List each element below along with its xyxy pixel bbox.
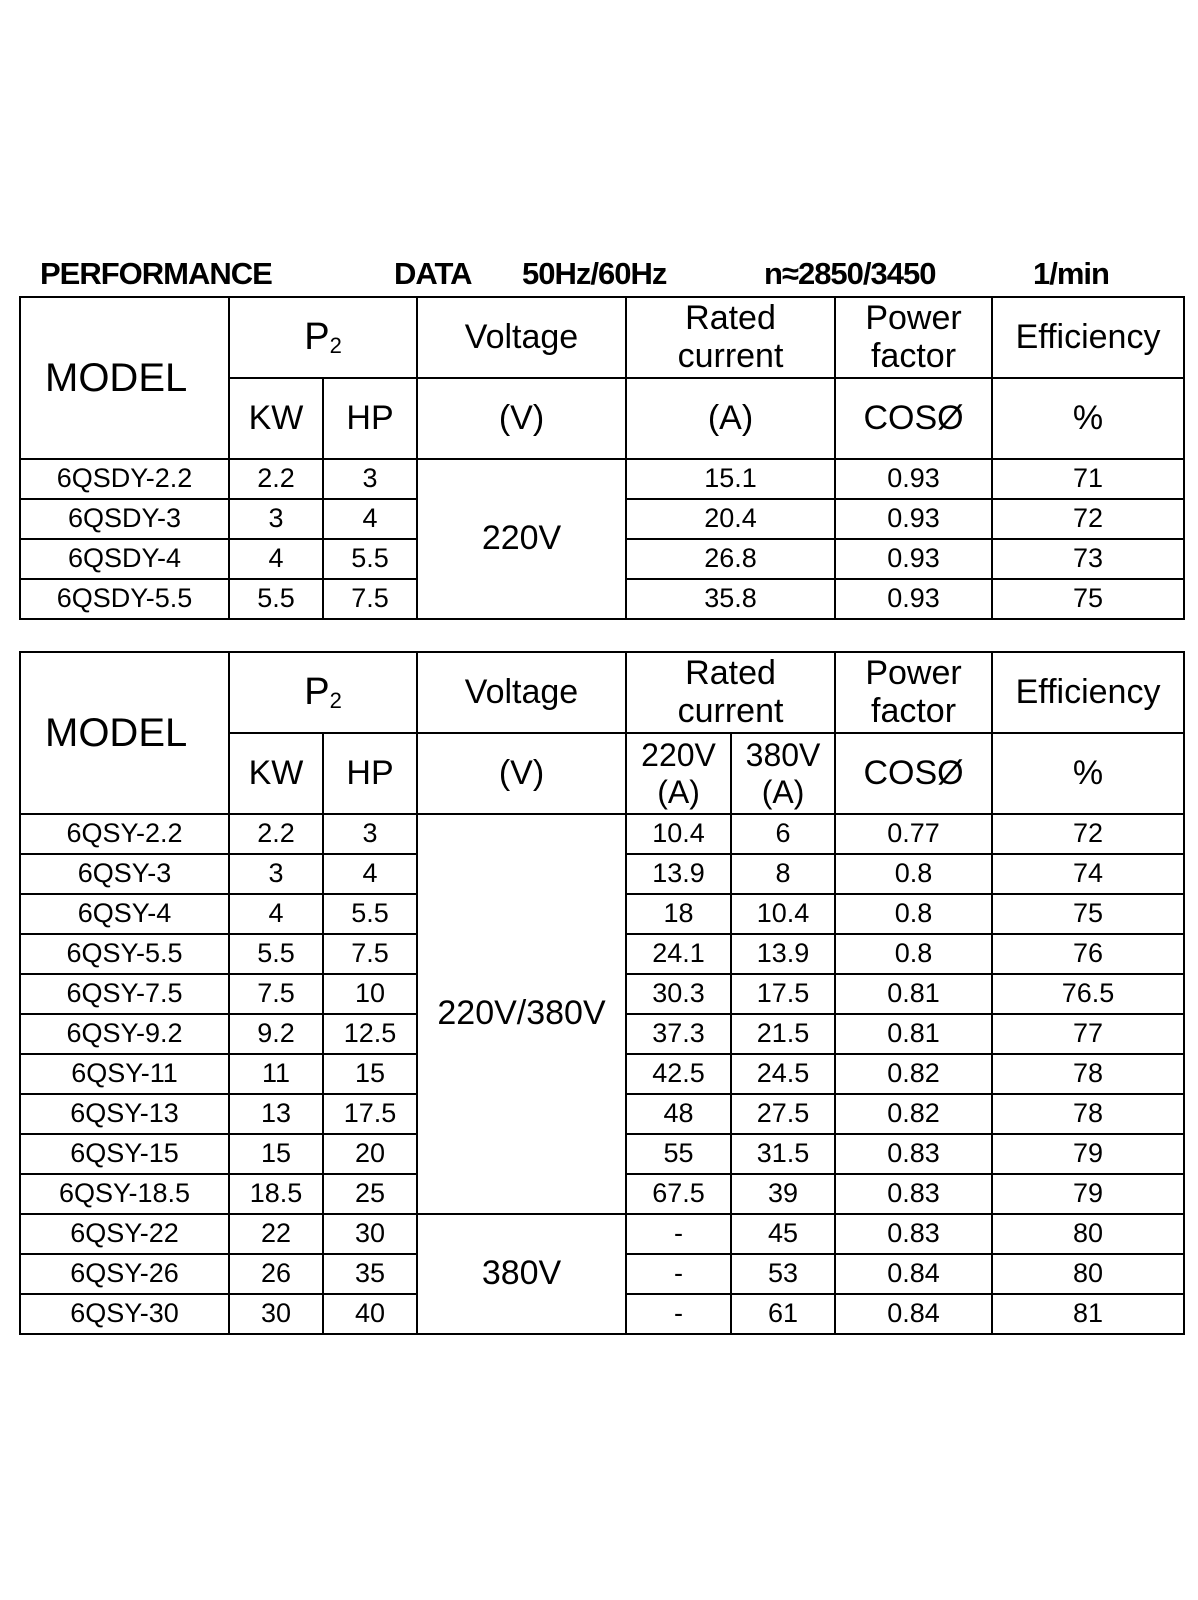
current-220v-cell: 37.3 <box>626 1014 731 1054</box>
header-kw: KW <box>229 733 323 814</box>
hp-cell: 35 <box>323 1254 417 1294</box>
hp-cell: 10 <box>323 974 417 1014</box>
eff-cell: 75 <box>992 894 1184 934</box>
eff-cell: 76 <box>992 934 1184 974</box>
current-220v-cell: 30.3 <box>626 974 731 1014</box>
kw-cell: 7.5 <box>229 974 323 1014</box>
current-cell: 35.8 <box>626 579 835 619</box>
pf-cell: 0.8 <box>835 854 992 894</box>
voltage-cell: 220V/380V <box>417 814 626 1214</box>
header-voltage: Voltage <box>417 652 626 733</box>
kw-cell: 11 <box>229 1054 323 1094</box>
kw-cell: 5.5 <box>229 579 323 619</box>
model-cell: 6QSY-22 <box>20 1214 229 1254</box>
header-model: MODEL <box>20 297 229 459</box>
current-cell: 20.4 <box>626 499 835 539</box>
pf-cell: 0.84 <box>835 1294 992 1334</box>
model-cell: 6QSY-26 <box>20 1254 229 1294</box>
hp-cell: 5.5 <box>323 894 417 934</box>
model-cell: 6QSY-11 <box>20 1054 229 1094</box>
eff-cell: 81 <box>992 1294 1184 1334</box>
current-380v-cell: 8 <box>731 854 835 894</box>
eff-cell: 80 <box>992 1214 1184 1254</box>
pf-cell: 0.82 <box>835 1094 992 1134</box>
current-220v-cell: 48 <box>626 1094 731 1134</box>
eff-cell: 79 <box>992 1134 1184 1174</box>
hp-cell: 20 <box>323 1134 417 1174</box>
pf-cell: 0.83 <box>835 1134 992 1174</box>
header-current-unit: (A) <box>626 378 835 459</box>
current-cell: 26.8 <box>626 539 835 579</box>
header-efficiency: Efficiency <box>992 297 1184 378</box>
header-hp: HP <box>323 378 417 459</box>
hp-cell: 4 <box>323 854 417 894</box>
title-speed: n≈2850/3450 <box>764 256 936 291</box>
model-cell: 6QSDY-2.2 <box>20 459 229 499</box>
header-power-factor: Power factor <box>835 652 992 733</box>
performance-table-single-phase <box>19 296 1185 620</box>
pf-cell: 0.77 <box>835 814 992 854</box>
header-voltage-unit: (V) <box>417 378 626 459</box>
eff-cell: 79 <box>992 1174 1184 1214</box>
pf-cell: 0.82 <box>835 1054 992 1094</box>
current-380v-cell: 53 <box>731 1254 835 1294</box>
performance-table-three-phase <box>19 651 1185 1335</box>
model-cell: 6QSY-3 <box>20 854 229 894</box>
header-power-factor: Power factor <box>835 297 992 378</box>
pf-cell: 0.93 <box>835 499 992 539</box>
header-rated-current: Rated current <box>626 652 835 733</box>
current-220v-cell: 18 <box>626 894 731 934</box>
current-380v-cell: 31.5 <box>731 1134 835 1174</box>
eff-cell: 80 <box>992 1254 1184 1294</box>
header-p2: $P_2$ <box>229 652 417 733</box>
hp-cell: 12.5 <box>323 1014 417 1054</box>
current-220v-cell: 55 <box>626 1134 731 1174</box>
header-percent: % <box>992 378 1184 459</box>
pf-cell: 0.93 <box>835 459 992 499</box>
title-performance: PERFORMANCE <box>40 256 272 291</box>
kw-cell: 2.2 <box>229 459 323 499</box>
model-cell: 6QSDY-5.5 <box>20 579 229 619</box>
hp-cell: 5.5 <box>323 539 417 579</box>
kw-cell: 26 <box>229 1254 323 1294</box>
current-380v-cell: 39 <box>731 1174 835 1214</box>
eff-cell: 73 <box>992 539 1184 579</box>
title-unit: 1/min <box>1033 256 1109 291</box>
kw-cell: 22 <box>229 1214 323 1254</box>
header-cos: COSØ <box>835 733 992 814</box>
title-data: DATA <box>394 256 472 291</box>
current-cell: 15.1 <box>626 459 835 499</box>
current-380v-cell: 61 <box>731 1294 835 1334</box>
header-current-220v: 220V (A) <box>626 733 731 814</box>
kw-cell: 9.2 <box>229 1014 323 1054</box>
current-380v-cell: 27.5 <box>731 1094 835 1134</box>
performance-title <box>0 252 1198 296</box>
model-cell: 6QSY-4 <box>20 894 229 934</box>
eff-cell: 71 <box>992 459 1184 499</box>
pf-cell: 0.93 <box>835 579 992 619</box>
eff-cell: 72 <box>992 814 1184 854</box>
eff-cell: 78 <box>992 1054 1184 1094</box>
hp-cell: 7.5 <box>323 579 417 619</box>
eff-cell: 76.5 <box>992 974 1184 1014</box>
hp-cell: 17.5 <box>323 1094 417 1134</box>
current-380v-cell: 45 <box>731 1214 835 1254</box>
kw-cell: 15 <box>229 1134 323 1174</box>
model-cell: 6QSY-15 <box>20 1134 229 1174</box>
hp-cell: 40 <box>323 1294 417 1334</box>
model-cell: 6QSDY-4 <box>20 539 229 579</box>
eff-cell: 74 <box>992 854 1184 894</box>
current-220v-cell: 67.5 <box>626 1174 731 1214</box>
model-cell: 6QSY-9.2 <box>20 1014 229 1054</box>
current-220v-cell: - <box>626 1254 731 1294</box>
pf-cell: 0.83 <box>835 1214 992 1254</box>
header-current-380v: 380V (A) <box>731 733 835 814</box>
header-model: MODEL <box>20 652 229 814</box>
pf-cell: 0.84 <box>835 1254 992 1294</box>
model-cell: 6QSDY-3 <box>20 499 229 539</box>
current-220v-cell: 42.5 <box>626 1054 731 1094</box>
kw-cell: 2.2 <box>229 814 323 854</box>
eff-cell: 77 <box>992 1014 1184 1054</box>
header-kw: KW <box>229 378 323 459</box>
hp-cell: 30 <box>323 1214 417 1254</box>
eff-cell: 78 <box>992 1094 1184 1134</box>
current-380v-cell: 13.9 <box>731 934 835 974</box>
current-380v-cell: 21.5 <box>731 1014 835 1054</box>
model-cell: 6QSY-5.5 <box>20 934 229 974</box>
kw-cell: 3 <box>229 854 323 894</box>
pf-cell: 0.8 <box>835 894 992 934</box>
table-row <box>20 459 1184 499</box>
voltage-cell: 220V <box>417 459 626 619</box>
kw-cell: 5.5 <box>229 934 323 974</box>
model-cell: 6QSY-30 <box>20 1294 229 1334</box>
current-220v-cell: 10.4 <box>626 814 731 854</box>
current-380v-cell: 10.4 <box>731 894 835 934</box>
current-220v-cell: 13.9 <box>626 854 731 894</box>
model-cell: 6QSY-2.2 <box>20 814 229 854</box>
header-percent: % <box>992 733 1184 814</box>
kw-cell: 3 <box>229 499 323 539</box>
eff-cell: 75 <box>992 579 1184 619</box>
current-380v-cell: 17.5 <box>731 974 835 1014</box>
hp-cell: 15 <box>323 1054 417 1094</box>
header-rated-current: Rated current <box>626 297 835 378</box>
header-voltage: Voltage <box>417 297 626 378</box>
model-cell: 6QSY-13 <box>20 1094 229 1134</box>
current-380v-cell: 6 <box>731 814 835 854</box>
current-220v-cell: - <box>626 1294 731 1334</box>
kw-cell: 13 <box>229 1094 323 1134</box>
title-frequency: 50Hz/60Hz <box>522 256 667 291</box>
voltage-cell: 380V <box>417 1214 626 1334</box>
current-380v-cell: 24.5 <box>731 1054 835 1094</box>
current-220v-cell: 24.1 <box>626 934 731 974</box>
table-row <box>20 814 1184 854</box>
kw-cell: 4 <box>229 539 323 579</box>
hp-cell: 3 <box>323 459 417 499</box>
eff-cell: 72 <box>992 499 1184 539</box>
header-cos: COSØ <box>835 378 992 459</box>
hp-cell: 4 <box>323 499 417 539</box>
model-cell: 6QSY-7.5 <box>20 974 229 1014</box>
pf-cell: 0.81 <box>835 974 992 1014</box>
pf-cell: 0.83 <box>835 1174 992 1214</box>
header-efficiency: Efficiency <box>992 652 1184 733</box>
kw-cell: 18.5 <box>229 1174 323 1214</box>
hp-cell: 25 <box>323 1174 417 1214</box>
kw-cell: 30 <box>229 1294 323 1334</box>
pf-cell: 0.93 <box>835 539 992 579</box>
pf-cell: 0.8 <box>835 934 992 974</box>
header-hp: HP <box>323 733 417 814</box>
current-220v-cell: - <box>626 1214 731 1254</box>
hp-cell: 3 <box>323 814 417 854</box>
table-row <box>20 1214 1184 1254</box>
hp-cell: 7.5 <box>323 934 417 974</box>
model-cell: 6QSY-18.5 <box>20 1174 229 1214</box>
kw-cell: 4 <box>229 894 323 934</box>
header-voltage-unit: (V) <box>417 733 626 814</box>
pf-cell: 0.81 <box>835 1014 992 1054</box>
header-p2: $P_2$ <box>229 297 417 378</box>
